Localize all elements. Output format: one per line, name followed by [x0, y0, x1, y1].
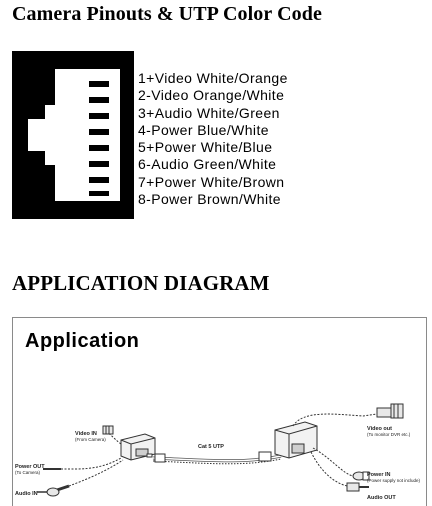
diagram-line-art [13, 318, 426, 506]
power-in-label [367, 472, 420, 483]
diagram-heading: Application [25, 330, 140, 352]
pinout-row: 2-Video Orange/White [138, 87, 285, 104]
pinout-row: 6-Audio Green/White [138, 156, 277, 173]
cat5-label: Cat 5 UTP [198, 444, 224, 450]
cat5-cable-icon [153, 452, 281, 464]
rj45-connector-figure [12, 51, 134, 219]
pinout-row: 4-Power Blue/White [138, 121, 269, 138]
application-diagram [12, 317, 427, 506]
audio-plug-icon [347, 483, 369, 491]
video-in-label [75, 431, 106, 442]
audio-in-label: Audio IN [15, 491, 38, 497]
pinout-row: 5+Power White/Blue [138, 139, 273, 156]
rj45-connector-icon [12, 51, 134, 219]
video-out-text: Video out [367, 426, 392, 432]
application-diagram-title: APPLICATION DIAGRAM [12, 271, 270, 295]
pinout-title: Camera Pinouts & UTP Color Code [12, 3, 322, 25]
power-in-subtext: (Power supply not include) [367, 478, 421, 483]
pinout-list [138, 70, 288, 208]
transmitter-balun-icon [121, 434, 155, 460]
rca-plug-icon [37, 488, 59, 496]
power-out-subtext: (To Camera) [15, 470, 41, 475]
pinout-row: 3+Audio White/Green [138, 104, 280, 121]
power-out-text: Power OUT [15, 464, 45, 470]
pinout-row: 1+Video White/Orange [138, 70, 288, 86]
pinout-row: 8-Power Brown/White [138, 191, 281, 208]
bnc-connector-icon [377, 404, 403, 418]
video-out-label [367, 426, 410, 437]
power-in-text: Power IN [367, 472, 391, 478]
video-out-subtext: (To monitor DVR etc.) [367, 432, 411, 437]
video-in-text: Video IN [75, 431, 97, 437]
power-out-label [15, 464, 45, 475]
video-in-subtext: (From Camera) [75, 437, 106, 442]
audio-out-label: Audio OUT [367, 495, 396, 501]
pinout-row: 7+Power White/Brown [138, 173, 285, 190]
receiver-balun-icon [275, 422, 317, 458]
